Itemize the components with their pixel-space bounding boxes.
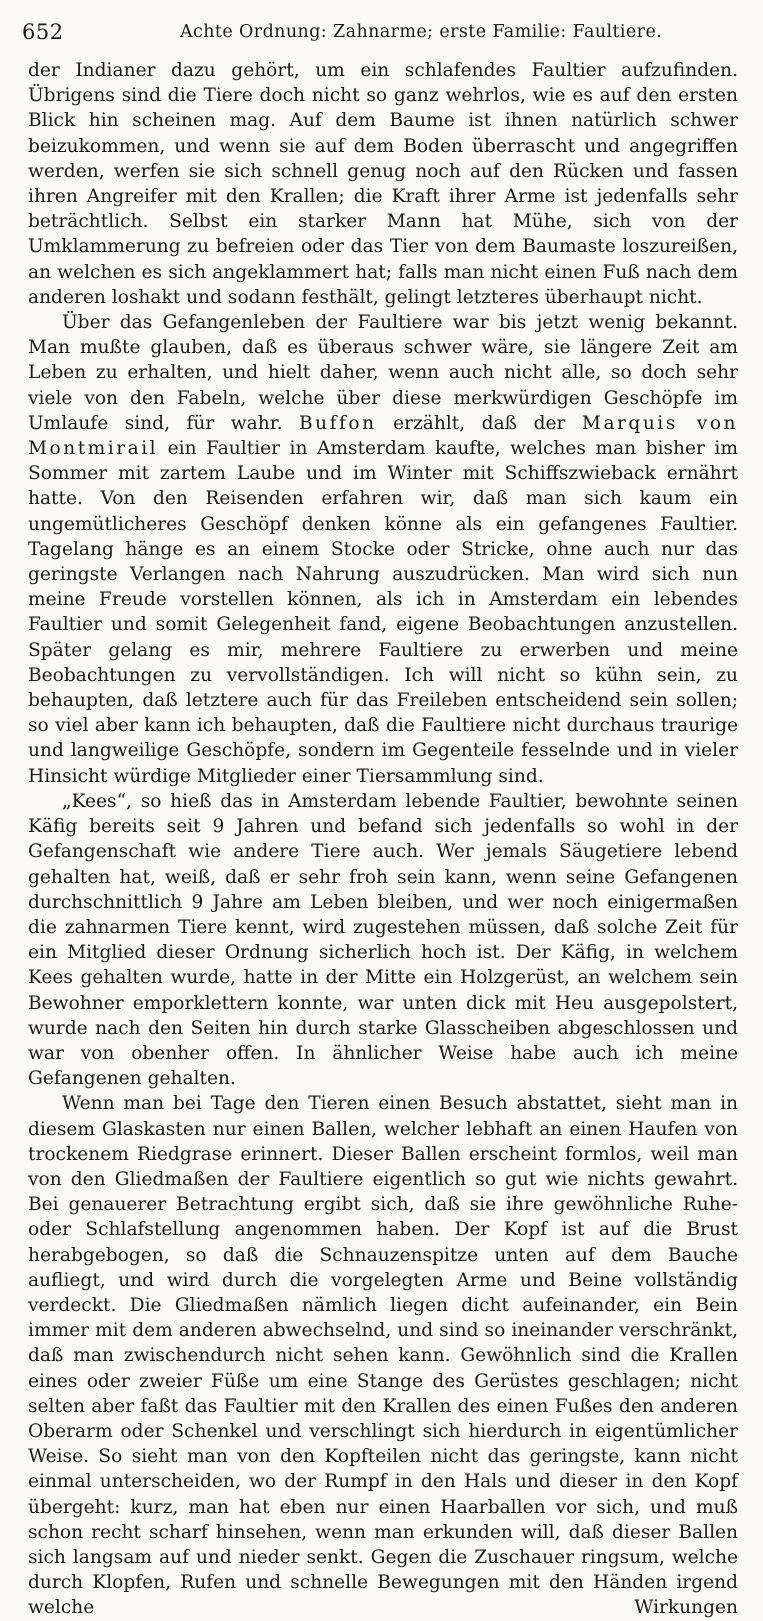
paragraph-3: „Kees“, so hieß das in Amsterdam lebende Faultier, bewohnte seinen Käfig bereits seit 9 Jahren und befand sich jedenfalls so wohl in der Gefangenschaft wie andere Tiere auch. Wer jemals Säugetiere lebend gehalten hat, weiß, daß er sehr froh sein kann, wenn seine Gefangenen durchschnittlich 9 Jahre am Leben bleiben, und wer noch einigermaßen die zahnarmen Tiere kennt, wird zugestehen müssen, daß solche Zeit für ein Mitglied dieser Ordnung sicherlich hoch ist. Der Käfig, in welchem Kees gehalten wurde, hatte in der Mitte ein Holzgerüst, an welchem sein Bewohner emporklettern konnte, war unten dick mit Heu ausgepolstert, wurde nach den Seiten hin durch starke Glasscheiben abgeschlossen und war von obenher offen. In ähnlicher Weise habe auch ich meine Gefangenen gehalten. <box>28 790 738 1090</box>
paragraph-2-text-c: ein Faultier in Amsterdam kaufte, welches man bisher im Sommer mit zartem Laube und im Winter mit Schiffszwieback ernährt hatte. Von den Reisenden erfahren wir, daß man sich kaum ein ungemütlicheres Geschöpf denken könne als ein gefangenes Faultier. Tagelang hänge es an einem Stocke oder Stricke, ohne auch nur das geringste Verlangen nach Nahrung auszudrücken. Man wird sich nun meine Freude vorstellen können, als ich in Amsterdam ein lebendes Faultier und somit Gelegenheit fand, eigene Beobachtungen anzustellen. Später gelang es mir, mehrere Faultiere zu erwerben und meine Beobachtungen zu vervollständigen. Ich will nicht so kühn sein, zu behaupten, daß letztere auch für das Freileben entscheidend sein sollen; so viel aber kann ich behaupten, daß die Faultiere nicht durchaus traurige und langweilige Geschöpfe, sondern im Gegenteile fesselnde und in vieler Hinsicht würdige Mitglieder einer Tiersammlung sind. <box>28 438 738 787</box>
paragraph-4: Wenn man bei Tage den Tieren einen Besuch abstattet, sieht man in diesem Glaskasten nur einen Ballen, welcher lebhaft an einen Haufen von trockenem Riedgrase erinnert. Dieser Ballen erscheint formlos, weil man von den Gliedmaßen der Faultiere eigentlich so gut wie nichts gewahrt. Bei genauerer Betrachtung ergibt sich, daß sie ihre gewöhnliche Ruhe- oder Schlafstellung angenommen haben. Der Kopf ist auf die Brust herabgebogen, so daß die Schnauzenspitze unten auf dem Bauche aufliegt, und wird durch die vorgelegten Arme und Beine vollständig verdeckt. Die Gliedmaßen nämlich liegen dicht aufeinander, ein Bein immer mit dem anderen abwechselnd, und sind so ineinander verschränkt, daß man zwischendurch nicht sehen kann. Gewöhnlich sind die Krallen eines oder zweier Füße um eine Stange des Gerüstes geschlagen; nicht selten aber faßt das Faultier mit den Krallen des einen Fußes den anderen Oberarm oder Schenkel und verschlingt sich hierdurch in eigentümlicher Weise. So sieht man von den Kopfteilen nicht das geringste, kann nicht einmal unterscheiden, wo der Rumpf in den Hals und dieser in den Kopf übergeht: kurz, man hat eben nur einen Haarballen vor sich, und muß schon recht scharf hinsehen, wenn man erkunden will, daß dieser Ballen sich langsam auf und nieder senkt. Gegen die Zuschauer ringsum, welche durch Klopfen, Rufen und schnelle Bewegungen mit den Händen irgend welche Wirkungen <box>28 1093 738 1619</box>
paragraph-2-text-a: Über das Gefangenleben der Faultiere war bis jetzt wenig bekannt. Man mußte glauben, daß es überaus schwer wäre, sie längere Zeit am Leben zu erhalten, und hielt daher, wenn auch nicht alle, so doch sehr viele von den Fabeln, welche über diese merkwürdigen Geschöpfe im Umlaufe sind, für wahr. <box>28 312 738 434</box>
person-name-marquis: Marquis von Montmirail <box>28 412 738 460</box>
running-head: Achte Ordnung: Zahnarme; erste Familie: Faultiere. <box>180 22 663 42</box>
paragraph-1: der Indianer dazu gehört, um ein schlafendes Faultier aufzufinden. Übrigens sind die Tiere doch nicht so ganz wehrlos, wie es auf den ersten Blick hin scheinen mag. Auf dem Baume ist ihnen natürlich schwer beizukommen, und wenn sie auf dem Boden überrascht und angegriffen werden, werfen sie sich schnell genug noch auf den Rücken und fassen ihren Angreifer mit den Krallen; die Kraft ihrer Arme ist jedenfalls sehr beträchtlich. Selbst ein starker Mann hat Mühe, sich von der Umklammerung zu befreien oder das Tier von dem Baumaste loszureißen, an welchen es sich angeklammert hat; falls man nicht einen Fuß nach dem anderen loshakt und sodann festhält, gelingt letzteres überhaupt nicht. <box>28 60 738 308</box>
paragraph-2 <box>28 310 738 789</box>
author-name-buffon: Buffon <box>299 412 377 434</box>
paragraph-2-text-b: erzählt, daß der <box>393 412 566 434</box>
body-text <box>28 58 738 1621</box>
page-header <box>22 20 733 44</box>
page-number: 652 <box>22 20 64 44</box>
